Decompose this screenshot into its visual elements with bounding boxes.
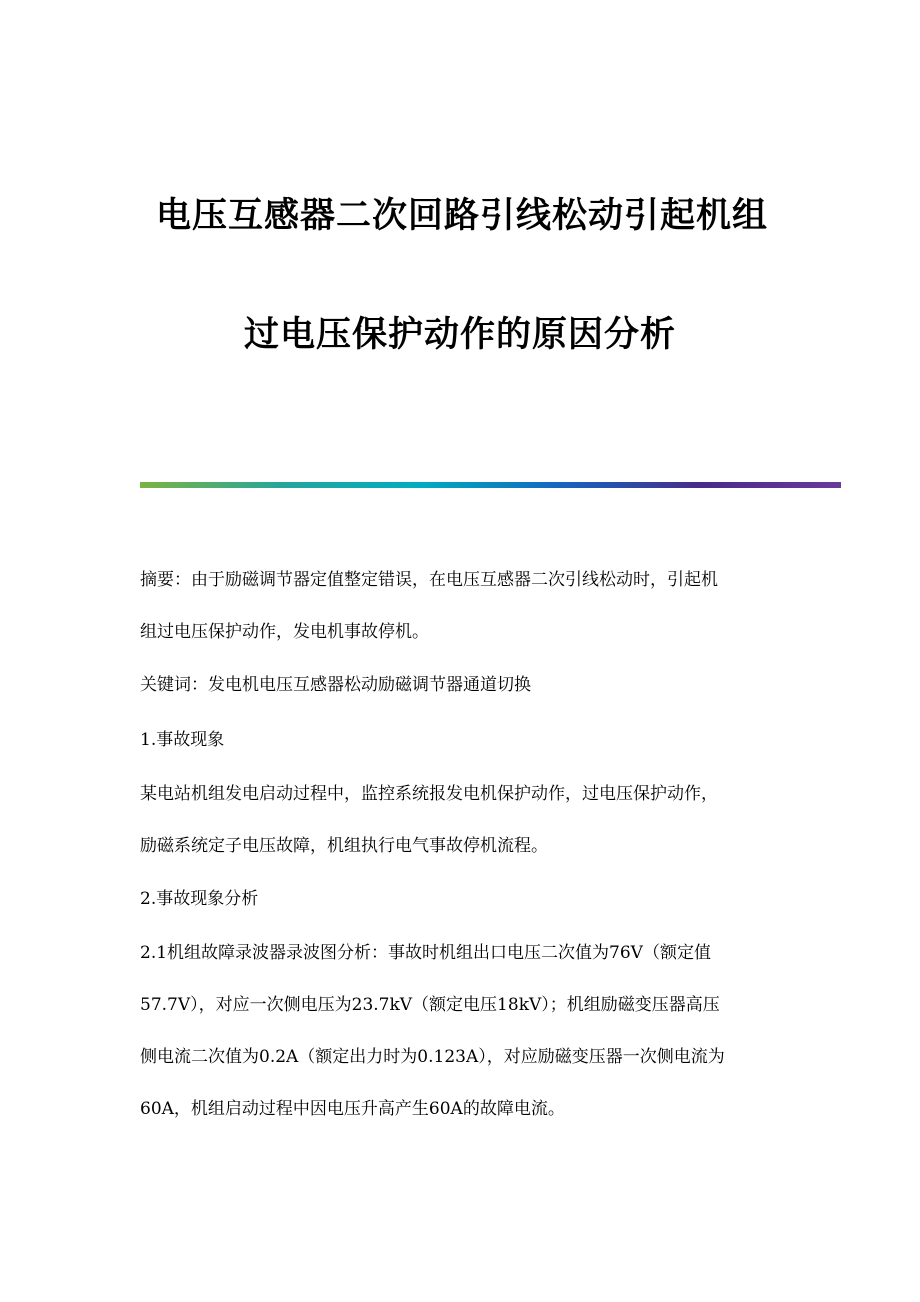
gradient-divider (140, 482, 841, 488)
section-2-1-body (140, 940, 782, 1122)
section-1-heading: 1.事故现象 (140, 730, 225, 750)
abstract-line-2: 组过电压保护动作，发电机事故停机。 (140, 622, 429, 642)
section-1-line-1: 某电站机组发电启动过程中，监控系统报发电机保护动作，过电压保护动作， (140, 784, 718, 804)
section-1-line-2: 励磁系统定子电压故障，机组执行电气事故停机流程。 (140, 836, 548, 856)
section-2-1-line-1: 2.1机组故障录波器录波图分析：事故时机组出口电压二次值为76V（额定值 (140, 943, 711, 963)
title-line-2: 过电压保护动作的原因分析 (243, 315, 676, 355)
section-1-body (140, 781, 782, 859)
title-line-1: 电压互感器二次回路引线松动引起机组 (155, 196, 768, 236)
keywords-line: 关键词：发电机电压互感器松动励磁调节器通道切换 (140, 675, 531, 695)
section-2-1-line-3: 侧电流二次值为0.2A（额定出力时为0.123A），对应励磁变压器一次侧电流为 (140, 1047, 725, 1067)
section-2-heading: 2.事故现象分析 (140, 889, 259, 909)
section-2-1-line-4: 60A，机组启动过程中因电压升高产生60A的故障电流。 (140, 1099, 565, 1119)
abstract-line-1: 摘要：由于励磁调节器定值整定错误，在电压互感器二次引线松动时，引起机 (140, 570, 718, 590)
section-2-1-line-2: 57.7V），对应一次侧电压为23.7kV（额定电压18kV）；机组励磁变压器高压 (140, 995, 720, 1015)
abstract-paragraph (140, 567, 782, 645)
